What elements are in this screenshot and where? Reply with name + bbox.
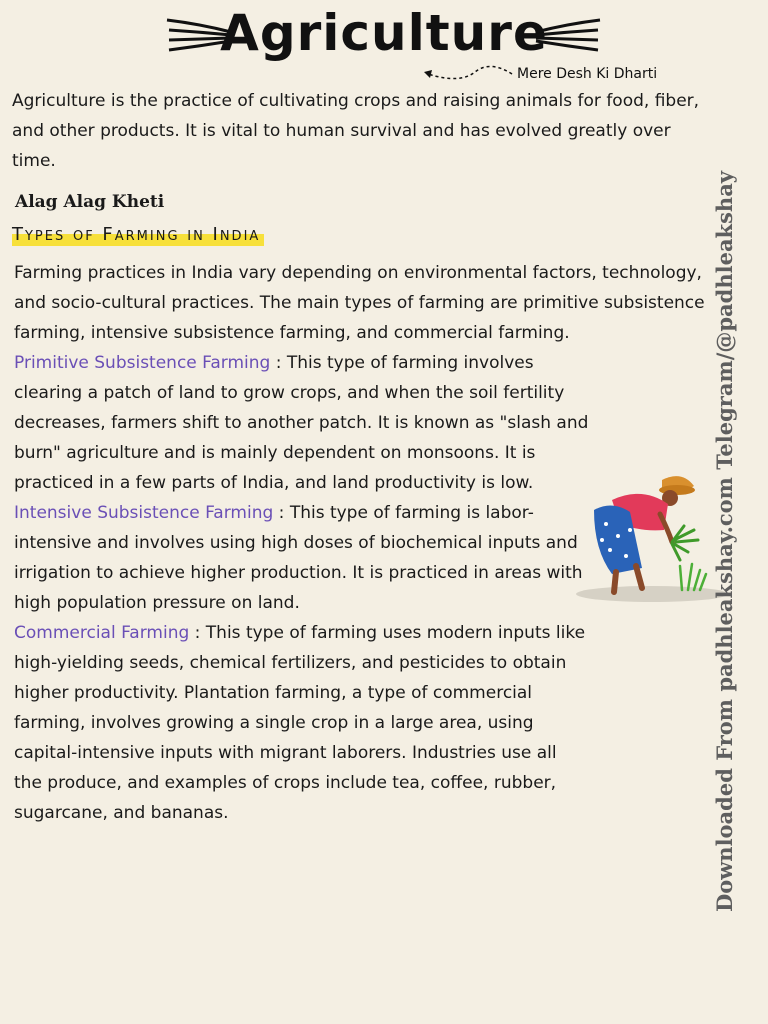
curved-arrow-icon xyxy=(420,62,516,84)
header xyxy=(0,0,768,80)
page-subtitle: Mere Desh Ki Dharti xyxy=(517,66,658,82)
farming-type-term: Commercial Farming xyxy=(14,623,190,643)
right-swoosh-decoration xyxy=(532,14,602,54)
farming-type-description: : This type of farming uses modern inputs like high-yielding seeds, chemical fertilizers, and pesticides to obtain higher productivity. Plantation farming, a type of commercial farming, involves growing a single crop in a large area, using capital-intensive inputs with migrant laborers. Industries use all the produce, and examples of crops include tea, coffee, rubber, sugarcane, and bananas. xyxy=(14,623,586,823)
farming-type-term: Primitive Subsistence Farming xyxy=(14,353,271,373)
farming-type-description: : This type of farming involves clearing a patch of land to grow crops, and when the soil fertility decreases, farmers shift to another patch. It is known as "slash and burn" agriculture and is mainly dependent on monsoons. It is practiced in a few parts of India, and land productivity is low. xyxy=(14,353,589,493)
farming-type-commercial xyxy=(14,618,589,828)
intro-paragraph: Agriculture is the practice of cultivating crops and raising animals for food, fiber, and other products. It is vital to human survival and has evolved greatly over time. xyxy=(12,91,700,171)
farming-type-description: : This type of farming is labor-intensive and involves using high doses of biochemical inputs and irrigation to achieve higher production. It is practiced in areas with high population pressure on land. xyxy=(14,503,583,613)
section-heading: Types of Farming in India xyxy=(12,224,264,246)
farming-type-term: Intensive Subsistence Farming xyxy=(14,503,274,523)
farming-type-intensive xyxy=(14,498,589,618)
page-title: Agriculture xyxy=(220,4,548,62)
overview-paragraph: Farming practices in India vary depending on environmental factors, technology, and socio-cultural practices. The main types of farming are primitive subsistence farming, intensive subsistence farming, and commercial farming. xyxy=(14,263,705,343)
watermark-text: Downloaded From padhleakshay.com Telegram/@padhleakshay xyxy=(712,171,737,912)
farming-type-primitive xyxy=(14,348,589,498)
section-label: Alag Alag Kheti xyxy=(15,192,165,212)
farmer-illustration xyxy=(572,470,732,610)
